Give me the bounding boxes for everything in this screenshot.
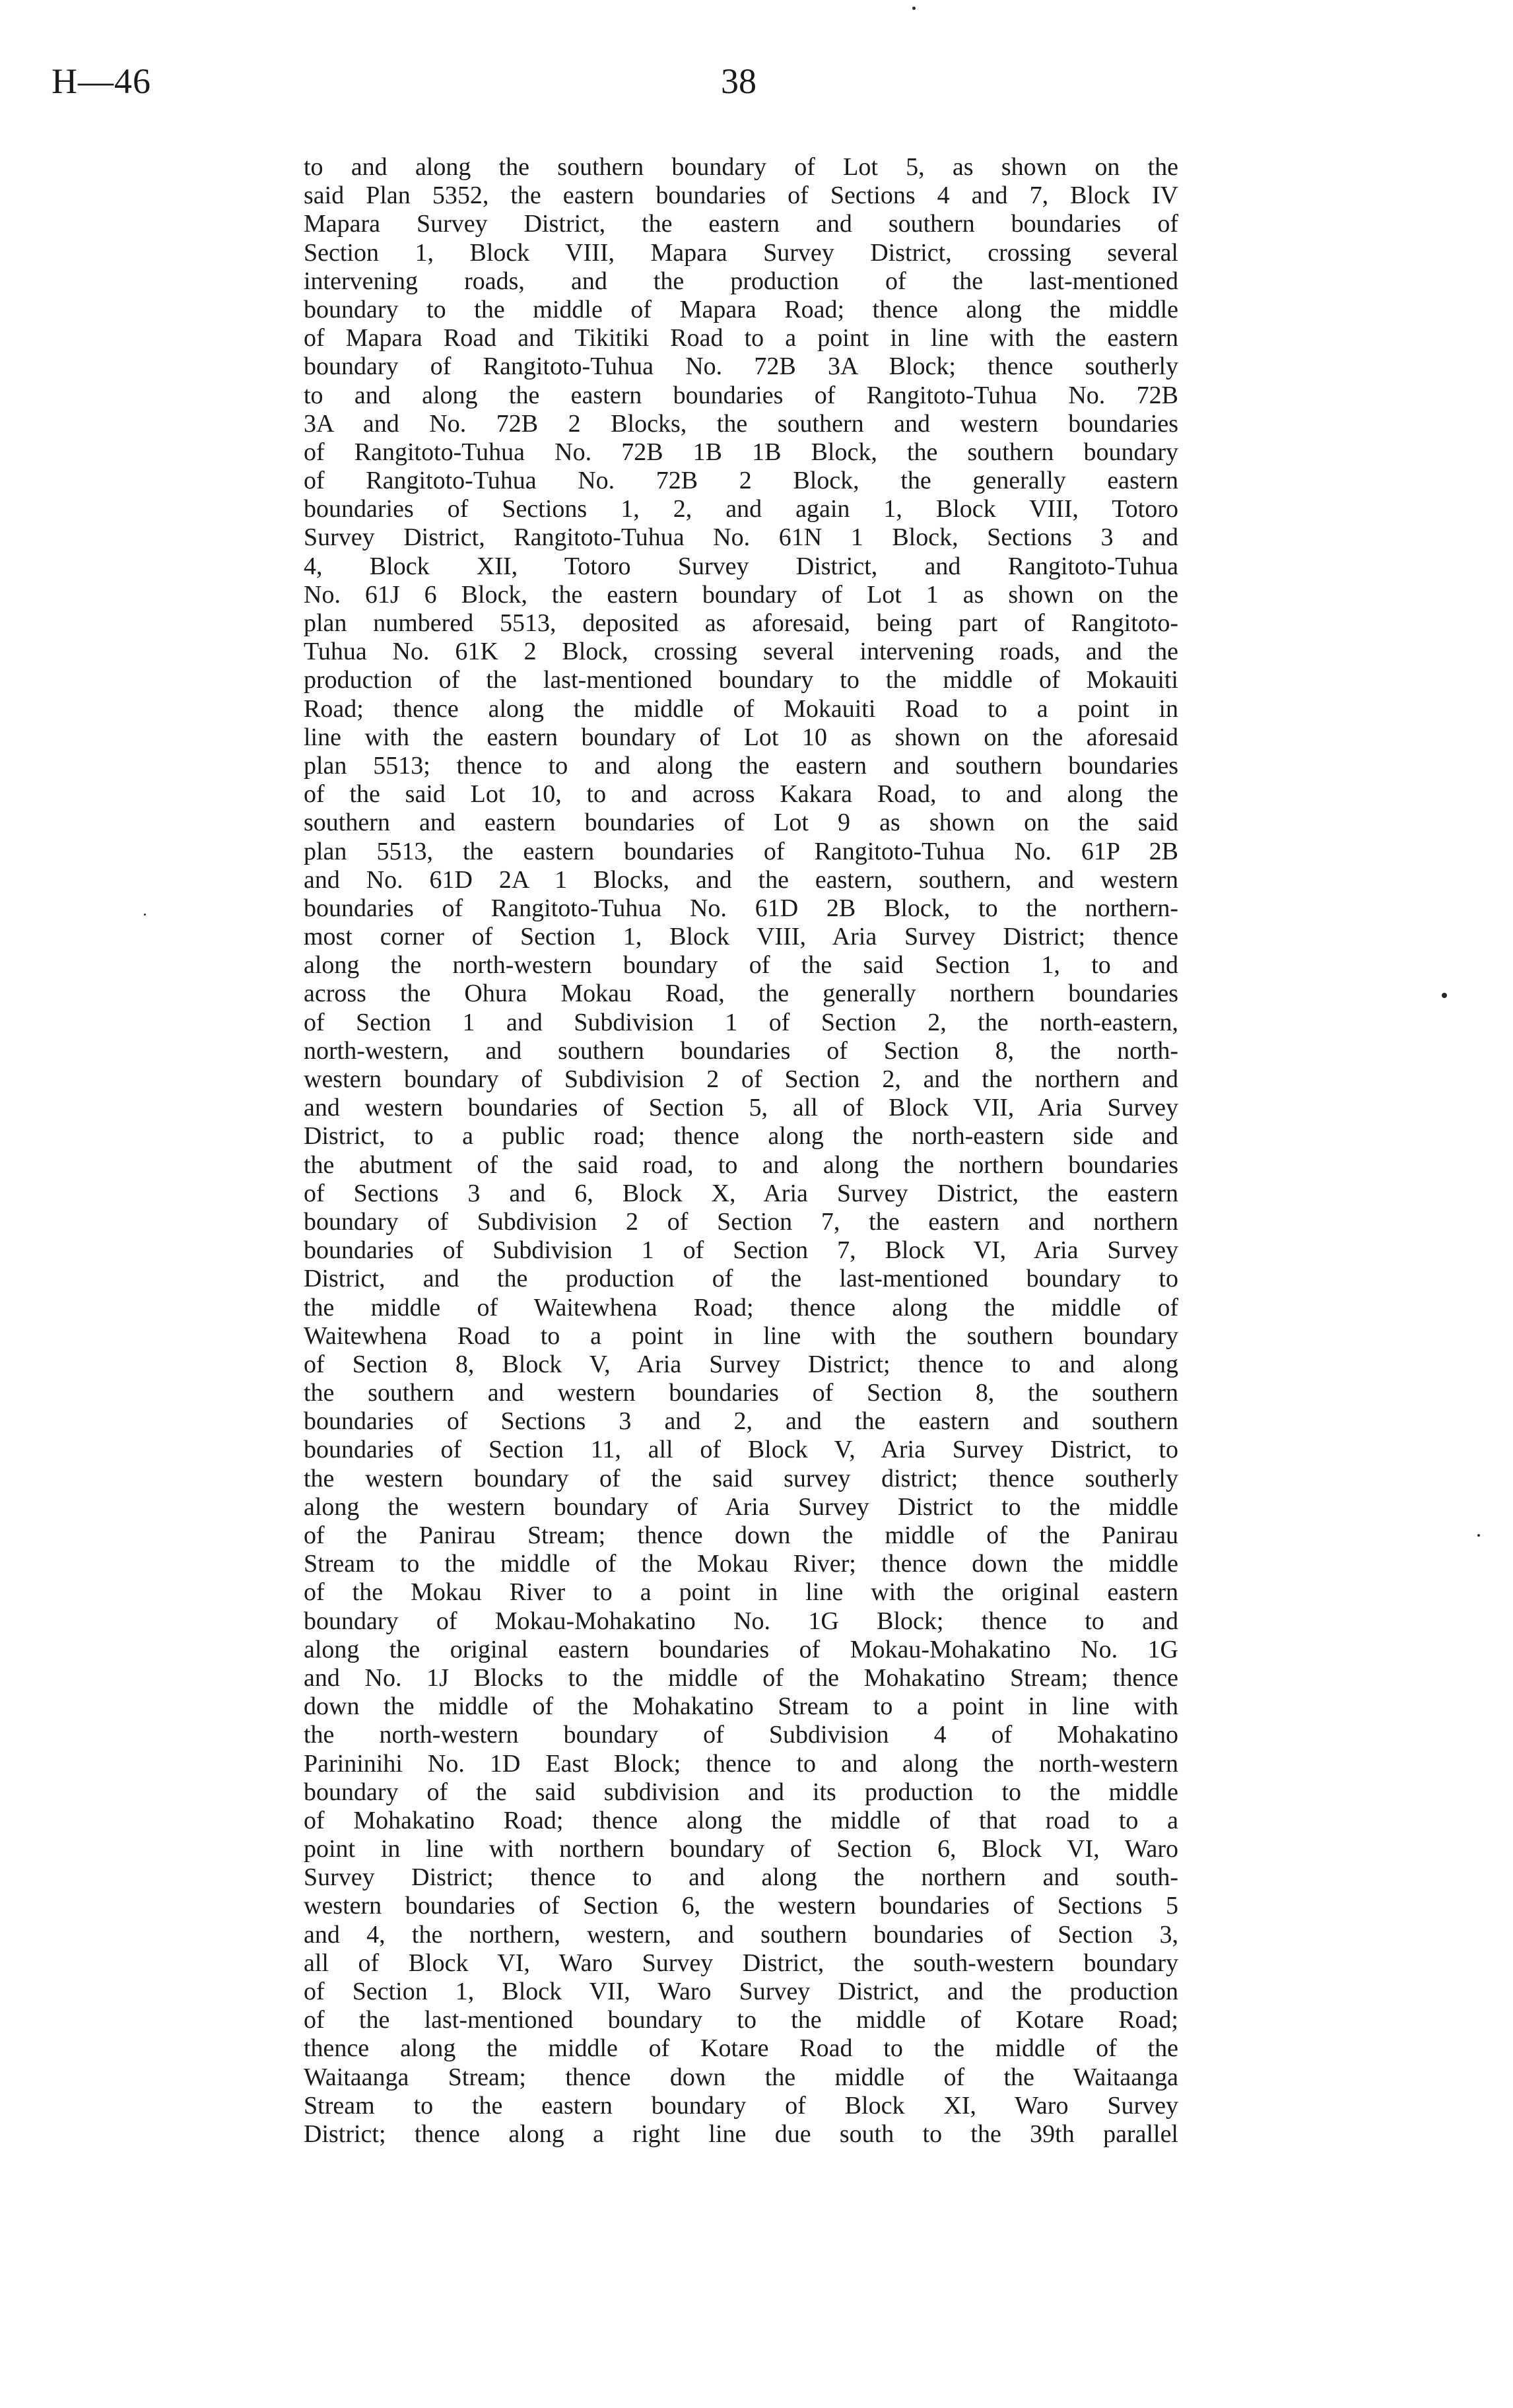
text-line: point in line with northern boundary of Section 6, Block VI, Waro <box>304 1835 1178 1863</box>
text-line: to and along the southern boundary of Lot 5, as shown on the <box>304 153 1178 181</box>
text-line: boundaries of Subdivision 1 of Section 7, Block VI, Aria Survey <box>304 1236 1178 1265</box>
text-line: District, and the production of the last-mentioned boundary to <box>304 1265 1178 1293</box>
text-line: Survey District, Rangitoto-Tuhua No. 61N 1 Block, Sections 3 and <box>304 523 1178 552</box>
text-line: the abutment of the said road, to and along the northern boundaries <box>304 1151 1178 1179</box>
text-line: Waitewhena Road to a point in line with the southern boundary <box>304 1321 1178 1350</box>
text-line: plan numbered 5513, deposited as aforesaid, being part of Rangitoto- <box>304 609 1178 637</box>
text-line: Stream to the middle of the Mokau River; thence down the middle <box>304 1550 1178 1578</box>
text-line: most corner of Section 1, Block VIII, Aria Survey District; thence <box>304 923 1178 951</box>
text-line: Waitaanga Stream; thence down the middle of the Waitaanga <box>304 2063 1178 2091</box>
text-line: plan 5513, the eastern boundaries of Rangitoto-Tuhua No. 61P 2B <box>304 837 1178 865</box>
text-line: boundary of the said subdivision and its production to the middle <box>304 1778 1178 1806</box>
text-line: of the Mokau River to a point in line with the original eastern <box>304 1578 1178 1607</box>
text-line: of Mohakatino Road; thence along the middle of that road to a <box>304 1806 1178 1834</box>
text-line: Parininihi No. 1D East Block; thence to and along the north-western <box>304 1749 1178 1778</box>
text-line: of Mapara Road and Tikitiki Road to a point in line with the eastern <box>304 324 1178 352</box>
text-line: of the last-mentioned boundary to the middle of Kotare Road; <box>304 2006 1178 2034</box>
scan-speck <box>1477 1534 1480 1537</box>
text-line: along the original eastern boundaries of Mokau-Mohakatino No. 1G <box>304 1635 1178 1663</box>
text-line: the north-western boundary of Subdivision 4 of Mohakatino <box>304 1721 1178 1749</box>
text-line: of Section 1, Block VII, Waro Survey District, and the production <box>304 1978 1178 2005</box>
text-line: Road; thence along the middle of Mokauiti Road to a point in <box>304 694 1178 723</box>
text-line: the middle of Waitewhena Road; thence along the middle of <box>304 1293 1178 1321</box>
text-line: of the said Lot 10, to and across Kakara Road, to and along the <box>304 780 1178 809</box>
text-line: plan 5513; thence to and along the eastern and southern boundaries <box>304 751 1178 780</box>
text-line: and western boundaries of Section 5, all of Block VII, Aria Survey <box>304 1094 1178 1122</box>
text-line: across the Ohura Mokau Road, the generally northern boundaries <box>304 980 1178 1008</box>
text-line: to and along the eastern boundaries of Rangitoto-Tuhua No. 72B <box>304 381 1178 409</box>
text-line: intervening roads, and the production of the last-mentioned <box>304 267 1178 295</box>
text-line: Mapara Survey District, the eastern and southern boundaries of <box>304 210 1178 238</box>
text-line: of Section 8, Block V, Aria Survey District; thence to and along <box>304 1350 1178 1378</box>
text-line: boundaries of Rangitoto-Tuhua No. 61D 2B Block, to the northern- <box>304 894 1178 922</box>
text-line: District; thence along a right line due south to the 39th parallel <box>304 2120 1178 2148</box>
text-line: north-western, and southern boundaries of Section 8, the north- <box>304 1036 1178 1065</box>
text-line: western boundary of Subdivision 2 of Section 2, and the northern and <box>304 1065 1178 1093</box>
text-line: along the western boundary of Aria Survey District to the middle <box>304 1492 1178 1521</box>
text-line: line with the eastern boundary of Lot 10 as shown on the aforesaid <box>304 723 1178 751</box>
text-line: along the north-western boundary of the said Section 1, to and <box>304 951 1178 980</box>
text-line: boundaries of Section 11, all of Block V, Aria Survey District, to <box>304 1436 1178 1464</box>
text-line: southern and eastern boundaries of Lot 9 as shown on the said <box>304 809 1178 837</box>
text-line: Section 1, Block VIII, Mapara Survey District, crossing several <box>304 238 1178 267</box>
text-line: down the middle of the Mohakatino Stream to a point in line with <box>304 1692 1178 1721</box>
scan-speck <box>912 7 916 10</box>
text-line: boundary of Subdivision 2 of Section 7, the eastern and northern <box>304 1207 1178 1236</box>
text-line: boundaries of Sections 3 and 2, and the eastern and southern <box>304 1407 1178 1436</box>
text-line: Survey District; thence to and along the northern and south- <box>304 1863 1178 1892</box>
text-line: boundary of Mokau-Mohakatino No. 1G Block; thence to and <box>304 1607 1178 1635</box>
text-line: and No. 1J Blocks to the middle of the Mohakatino Stream; thence <box>304 1663 1178 1692</box>
text-line: 3A and No. 72B 2 Blocks, the southern and western boundaries <box>304 409 1178 438</box>
text-line: No. 61J 6 Block, the eastern boundary of Lot 1 as shown on the <box>304 580 1178 609</box>
text-line: the western boundary of the said survey district; thence southerly <box>304 1464 1178 1492</box>
document-reference: H—46 <box>51 61 151 101</box>
text-line: western boundaries of Section 6, the western boundaries of Sections 5 <box>304 1892 1178 1920</box>
text-line: boundary of Rangitoto-Tuhua No. 72B 3A Block; thence southerly <box>304 352 1178 381</box>
text-line: boundary to the middle of Mapara Road; thence along the middle <box>304 295 1178 323</box>
text-line: of Sections 3 and 6, Block X, Aria Survey District, the eastern <box>304 1179 1178 1207</box>
text-line: of Rangitoto-Tuhua No. 72B 1B 1B Block, the southern boundary <box>304 438 1178 466</box>
text-line: of Rangitoto-Tuhua No. 72B 2 Block, the generally eastern <box>304 467 1178 495</box>
text-line: and 4, the northern, western, and southern boundaries of Section 3, <box>304 1920 1178 1949</box>
scan-speck <box>1442 993 1447 998</box>
text-line: said Plan 5352, the eastern boundaries of Sections 4 and 7, Block IV <box>304 182 1178 210</box>
text-line: Tuhua No. 61K 2 Block, crossing several intervening roads, and the <box>304 638 1178 666</box>
text-line: thence along the middle of Kotare Road to the middle of the <box>304 2034 1178 2063</box>
body-paragraph <box>304 153 1178 2149</box>
page-number: 38 <box>721 61 756 101</box>
text-line: boundaries of Sections 1, 2, and again 1, Block VIII, Totoro <box>304 495 1178 523</box>
text-line: Stream to the eastern boundary of Block XI, Waro Survey <box>304 2091 1178 2120</box>
text-line: all of Block VI, Waro Survey District, the south-western boundary <box>304 1949 1178 1977</box>
text-line: District, to a public road; thence along the north-eastern side and <box>304 1122 1178 1151</box>
text-line: of Section 1 and Subdivision 1 of Section 2, the north-eastern, <box>304 1008 1178 1036</box>
scan-speck <box>144 914 146 916</box>
text-line: 4, Block XII, Totoro Survey District, and Rangitoto-Tuhua <box>304 552 1178 580</box>
text-line: production of the last-mentioned boundary to the middle of Mokauiti <box>304 666 1178 694</box>
text-line: of the Panirau Stream; thence down the middle of the Panirau <box>304 1522 1178 1549</box>
text-line: the southern and western boundaries of Section 8, the southern <box>304 1379 1178 1407</box>
text-line: and No. 61D 2A 1 Blocks, and the eastern, southern, and western <box>304 865 1178 894</box>
